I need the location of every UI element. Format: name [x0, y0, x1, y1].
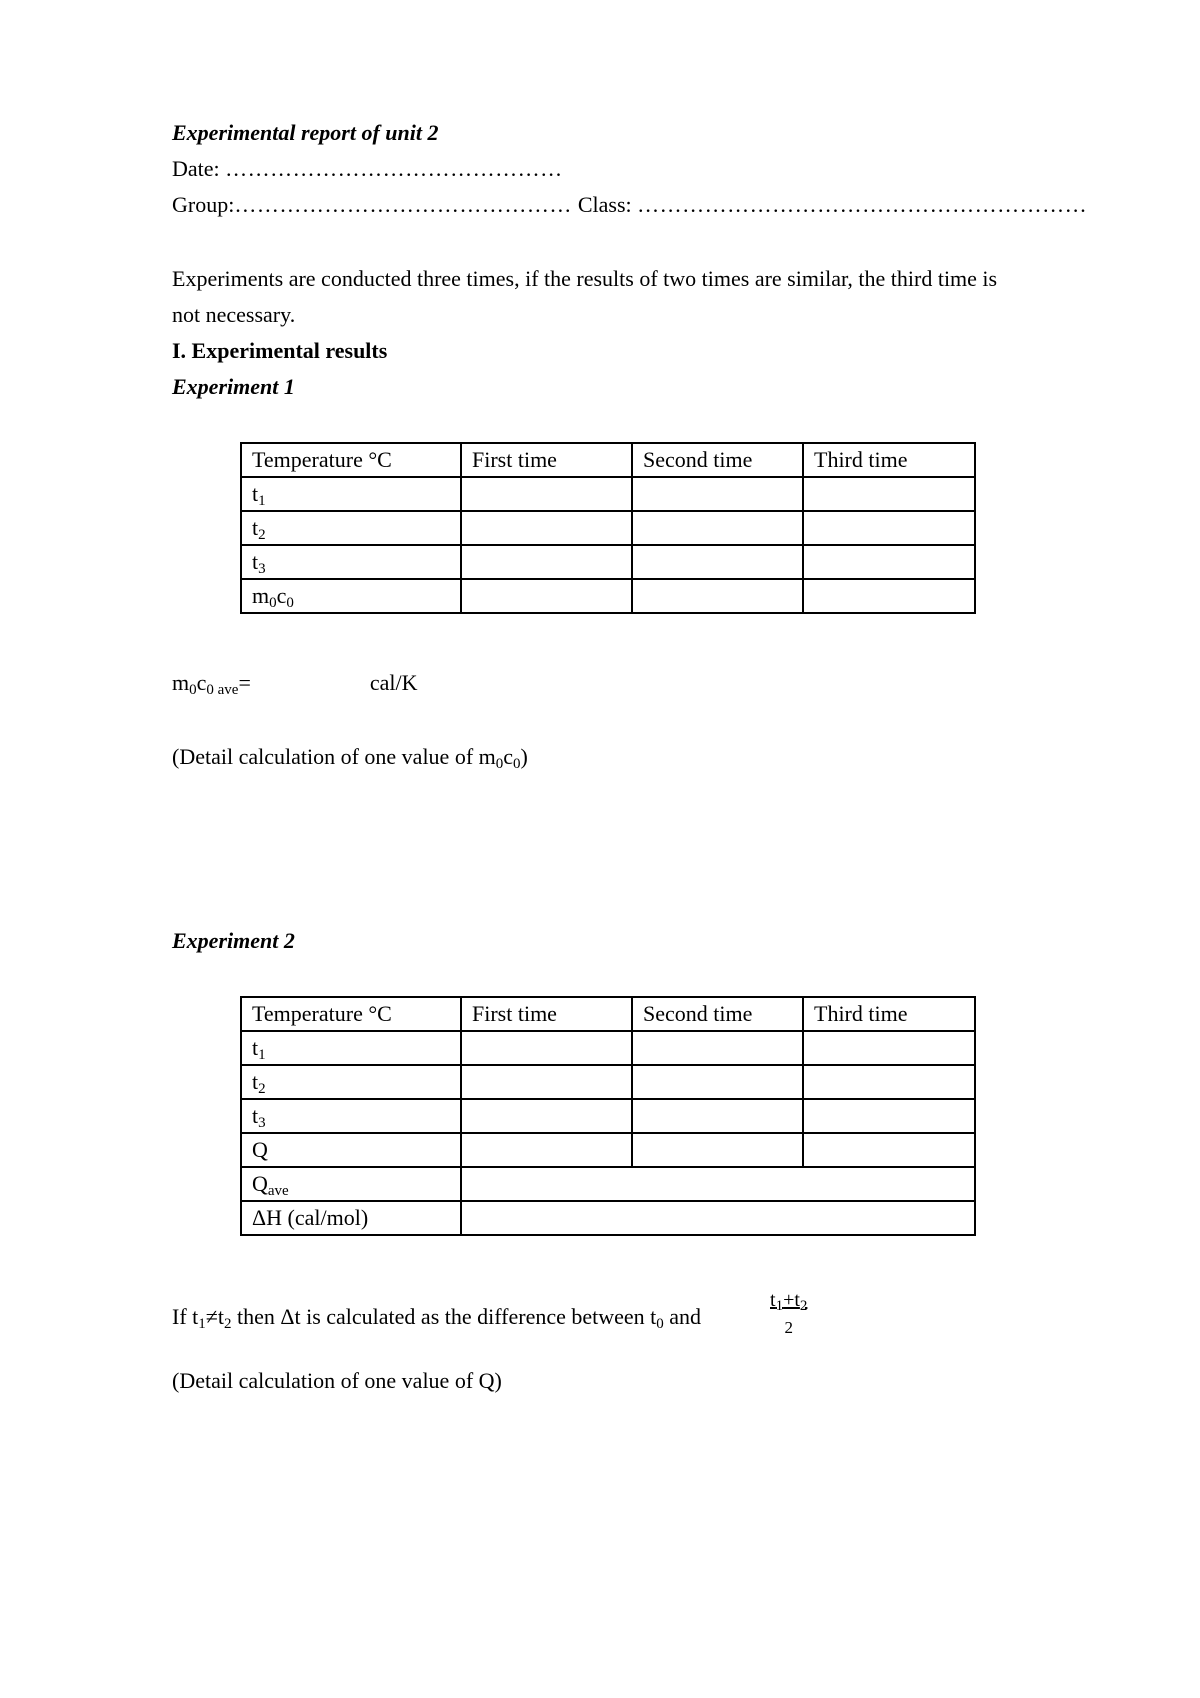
- header-temperature: Temperature °C: [241, 443, 461, 477]
- table-row: [241, 477, 975, 511]
- row-label-q: Q: [241, 1133, 461, 1167]
- cell-input[interactable]: [803, 477, 975, 511]
- cell-input-wide[interactable]: [461, 1167, 975, 1201]
- header-first-time: First time: [461, 997, 632, 1031]
- fraction-numerator: $t_1+t_2$: [770, 1289, 808, 1314]
- detail-calculation-m0c0: (Detail calculation of one value of $m_0c_0$): [172, 744, 528, 772]
- cell-input[interactable]: [632, 1065, 803, 1099]
- experiment-1-title: Experiment 1: [172, 374, 295, 399]
- cell-input[interactable]: [803, 511, 975, 545]
- table-row: [241, 1031, 975, 1065]
- table-row: [241, 511, 975, 545]
- cell-input[interactable]: [461, 1099, 632, 1133]
- row-label-delta-h: ΔH (cal/mol): [241, 1201, 461, 1235]
- table-header-row: [241, 997, 975, 1031]
- table-row: [241, 545, 975, 579]
- row-label-t2: $t_2$: [241, 511, 461, 545]
- header-third-time: Third time: [803, 997, 975, 1031]
- fraction-denominator: 2: [784, 1318, 793, 1337]
- group-label: Group:: [172, 192, 235, 217]
- report-title: Experimental report of unit 2: [172, 120, 439, 145]
- group-field: ………………………………………: [234, 192, 578, 217]
- header-third-time: Third time: [803, 443, 975, 477]
- section-heading: I. Experimental results: [172, 338, 388, 363]
- cell-input[interactable]: [632, 477, 803, 511]
- cell-input[interactable]: [632, 1031, 803, 1065]
- cell-input[interactable]: [803, 1065, 975, 1099]
- cell-input[interactable]: [461, 511, 632, 545]
- row-label-t1: $t_1$: [241, 1031, 461, 1065]
- table-row: [241, 1201, 975, 1235]
- m0c0-unit: cal/K: [369, 670, 418, 695]
- experiment-2-table: [240, 996, 976, 1236]
- header-first-time: First time: [461, 443, 632, 477]
- row-label-t3: $t_3$: [241, 545, 461, 579]
- intro-line-2: not necessary.: [172, 302, 296, 327]
- cell-input[interactable]: [632, 545, 803, 579]
- table-row: [241, 1167, 975, 1201]
- cell-input[interactable]: [461, 1065, 632, 1099]
- table-header-row: [241, 443, 975, 477]
- cell-input[interactable]: [632, 579, 803, 613]
- experiment-2-title: Experiment 2: [172, 928, 295, 953]
- cell-input[interactable]: [632, 1099, 803, 1133]
- intro-line-1: Experiments are conducted three times, if the results of two times are similar, the third time is: [172, 266, 998, 291]
- cell-input[interactable]: [632, 1133, 803, 1167]
- table-row: [241, 1099, 975, 1133]
- cell-input[interactable]: [803, 1031, 975, 1065]
- cell-input[interactable]: [461, 545, 632, 579]
- header-second-time: Second time: [632, 997, 803, 1031]
- cell-input[interactable]: [803, 579, 975, 613]
- experiment-1-table: [240, 442, 976, 614]
- cell-input[interactable]: [803, 545, 975, 579]
- date-line: [172, 154, 563, 184]
- row-label-q-ave: $Q_{ave}$: [241, 1167, 461, 1201]
- cell-input[interactable]: [461, 1133, 632, 1167]
- cell-input[interactable]: [632, 511, 803, 545]
- class-field: ……………………………………………………: [637, 192, 1088, 217]
- date-label: Date:: [172, 156, 226, 181]
- row-label-t3: $t_3$: [241, 1099, 461, 1133]
- date-field: ………………………………………: [225, 156, 563, 181]
- cell-input[interactable]: [461, 477, 632, 511]
- group-class-line: [172, 190, 1087, 220]
- row-label-t1: $t_1$: [241, 477, 461, 511]
- cell-input[interactable]: [461, 1031, 632, 1065]
- row-label-t2: $t_2$: [241, 1065, 461, 1099]
- detail-calculation-q: (Detail calculation of one value of Q): [172, 1368, 502, 1393]
- row-label-m0c0: $m_0c_0$: [241, 579, 461, 613]
- cell-input[interactable]: [461, 579, 632, 613]
- cell-input-wide[interactable]: [461, 1201, 975, 1235]
- header-second-time: Second time: [632, 443, 803, 477]
- fraction-t1-plus-t2-over-2: [770, 1288, 807, 1340]
- header-temperature: Temperature °C: [241, 997, 461, 1031]
- m0c0-average-line: $m_0c_{0 ave}= cal/K$: [172, 670, 418, 698]
- delta-t-note: If $t_1\ne t_2$ then Δt is calculated as the difference between $t_0$ and: [172, 1304, 702, 1332]
- class-label: Class:: [577, 192, 638, 217]
- table-row: [241, 1065, 975, 1099]
- table-row: [241, 579, 975, 613]
- cell-input[interactable]: [803, 1133, 975, 1167]
- table-row: [241, 1133, 975, 1167]
- cell-input[interactable]: [803, 1099, 975, 1133]
